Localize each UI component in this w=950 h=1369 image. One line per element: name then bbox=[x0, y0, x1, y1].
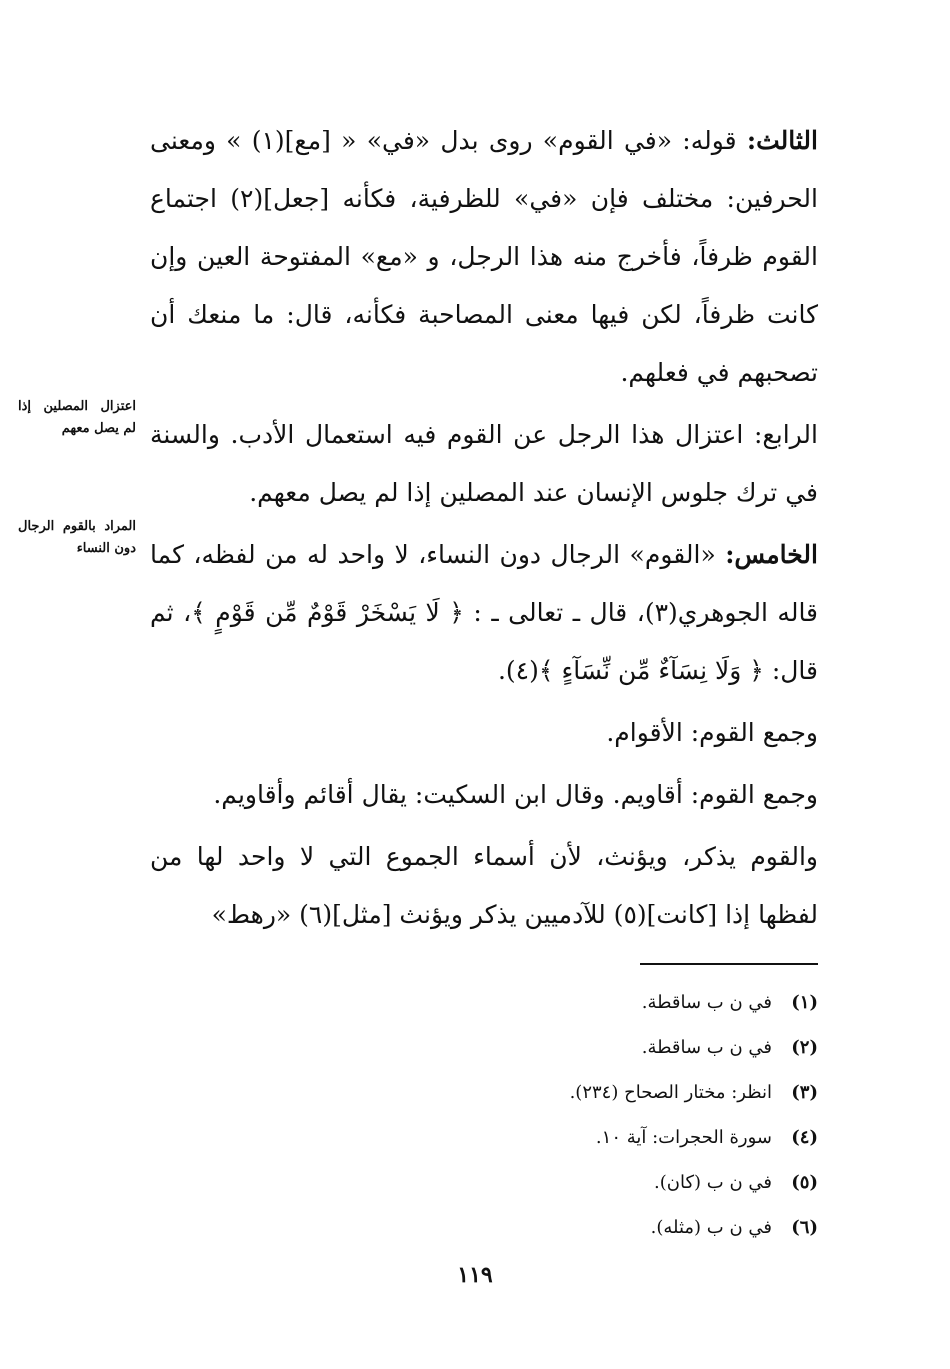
paragraph-text: الرابع: اعتزال هذا الرجل عن القوم فيه استعمال الأدب. والسنة في ترك جلوس الإنسان عند المصلين إذا لم يصل معهم. bbox=[150, 420, 818, 507]
paragraph-text: وجمع القوم: الأقوام. bbox=[606, 718, 818, 747]
footnote-item bbox=[420, 1160, 818, 1205]
footnote-item bbox=[420, 1025, 818, 1070]
footnote-number: (٤) bbox=[791, 1127, 818, 1148]
footnote-number: (٣) bbox=[791, 1082, 818, 1103]
footnote-text: في ن ب (كان). bbox=[654, 1172, 772, 1193]
footnote-text: في ن ب ساقطة. bbox=[641, 1037, 772, 1058]
side-note-2: المراد بالقوم الرجال دون النساء bbox=[18, 519, 136, 556]
footnote-item bbox=[420, 1115, 818, 1160]
footnote-item bbox=[420, 1205, 818, 1250]
paragraph-text: وجمع القوم: أقاويم. وقال ابن السكيت: يقال أقائم وأقاويم. bbox=[213, 780, 818, 809]
paragraph-lead: الثالث: bbox=[746, 126, 818, 155]
footnotes bbox=[420, 980, 818, 1250]
footnote-divider bbox=[640, 963, 818, 965]
page-number: ١١٩ bbox=[457, 1262, 493, 1288]
paragraph-third bbox=[150, 112, 818, 402]
paragraph-fifth bbox=[150, 526, 818, 700]
paragraph-text: «القوم» الرجال دون النساء، لا واحد له من لفظه، كما قاله الجوهري(٣)، قال ـ تعالى ـ : ﴿ لَا يَسْخَرْ قَوْمٌ مِّن قَوْمٍ ﴾، ثم قال: ﴿ وَلَا نِسَآءٌ مِّن نِّسَآءٍ ﴾(٤). bbox=[150, 540, 819, 685]
footnote-number: (٦) bbox=[791, 1217, 818, 1238]
footnote-text: في ن ب ساقطة. bbox=[641, 992, 772, 1013]
footnote-text: في ن ب (مثله). bbox=[650, 1217, 772, 1238]
footnote-item bbox=[420, 1070, 818, 1115]
footnote-text: سورة الحجرات: آية ١٠. bbox=[595, 1127, 772, 1148]
paragraph-lead: الخامس: bbox=[725, 540, 818, 569]
paragraph-text: والقوم يذكر، ويؤنث، لأن أسماء الجموع التي لا واحد لها من لفظها إذا [كانت](٥) للآدميين يذكر ويؤنث [مثل](٦) «رهط» bbox=[150, 842, 818, 929]
footnote-item bbox=[420, 980, 818, 1025]
paragraph-plural-2 bbox=[150, 766, 818, 824]
paragraph-text: قوله: «في القوم» روى بدل «في» « [مع](١) » ومعنى الحرفين: مختلف فإن «في» للظرفية، فكأنه [جعل](٢) اجتماع القوم ظرفاً، فأخرج منه هذا الرجل، و «مع» المفتوحة العين وإن كانت ظرفاً، لكن فيها معنى المصاحبة فكأنه، قال: ما منعك أن تصحبهم في فعلهم. bbox=[150, 126, 818, 387]
footnote-text: انظر: مختار الصحاح (٢٣٤). bbox=[569, 1082, 772, 1103]
paragraph-fourth bbox=[150, 406, 818, 522]
side-note-1: اعتزال المصلين إذا لم يصل معهم bbox=[18, 399, 136, 436]
footnote-number: (١) bbox=[791, 992, 818, 1013]
main-text bbox=[150, 112, 818, 944]
paragraph-gender bbox=[150, 828, 818, 944]
footnote-number: (٢) bbox=[791, 1037, 818, 1058]
paragraph-plural-1 bbox=[150, 704, 818, 762]
footnote-number: (٥) bbox=[791, 1172, 818, 1193]
